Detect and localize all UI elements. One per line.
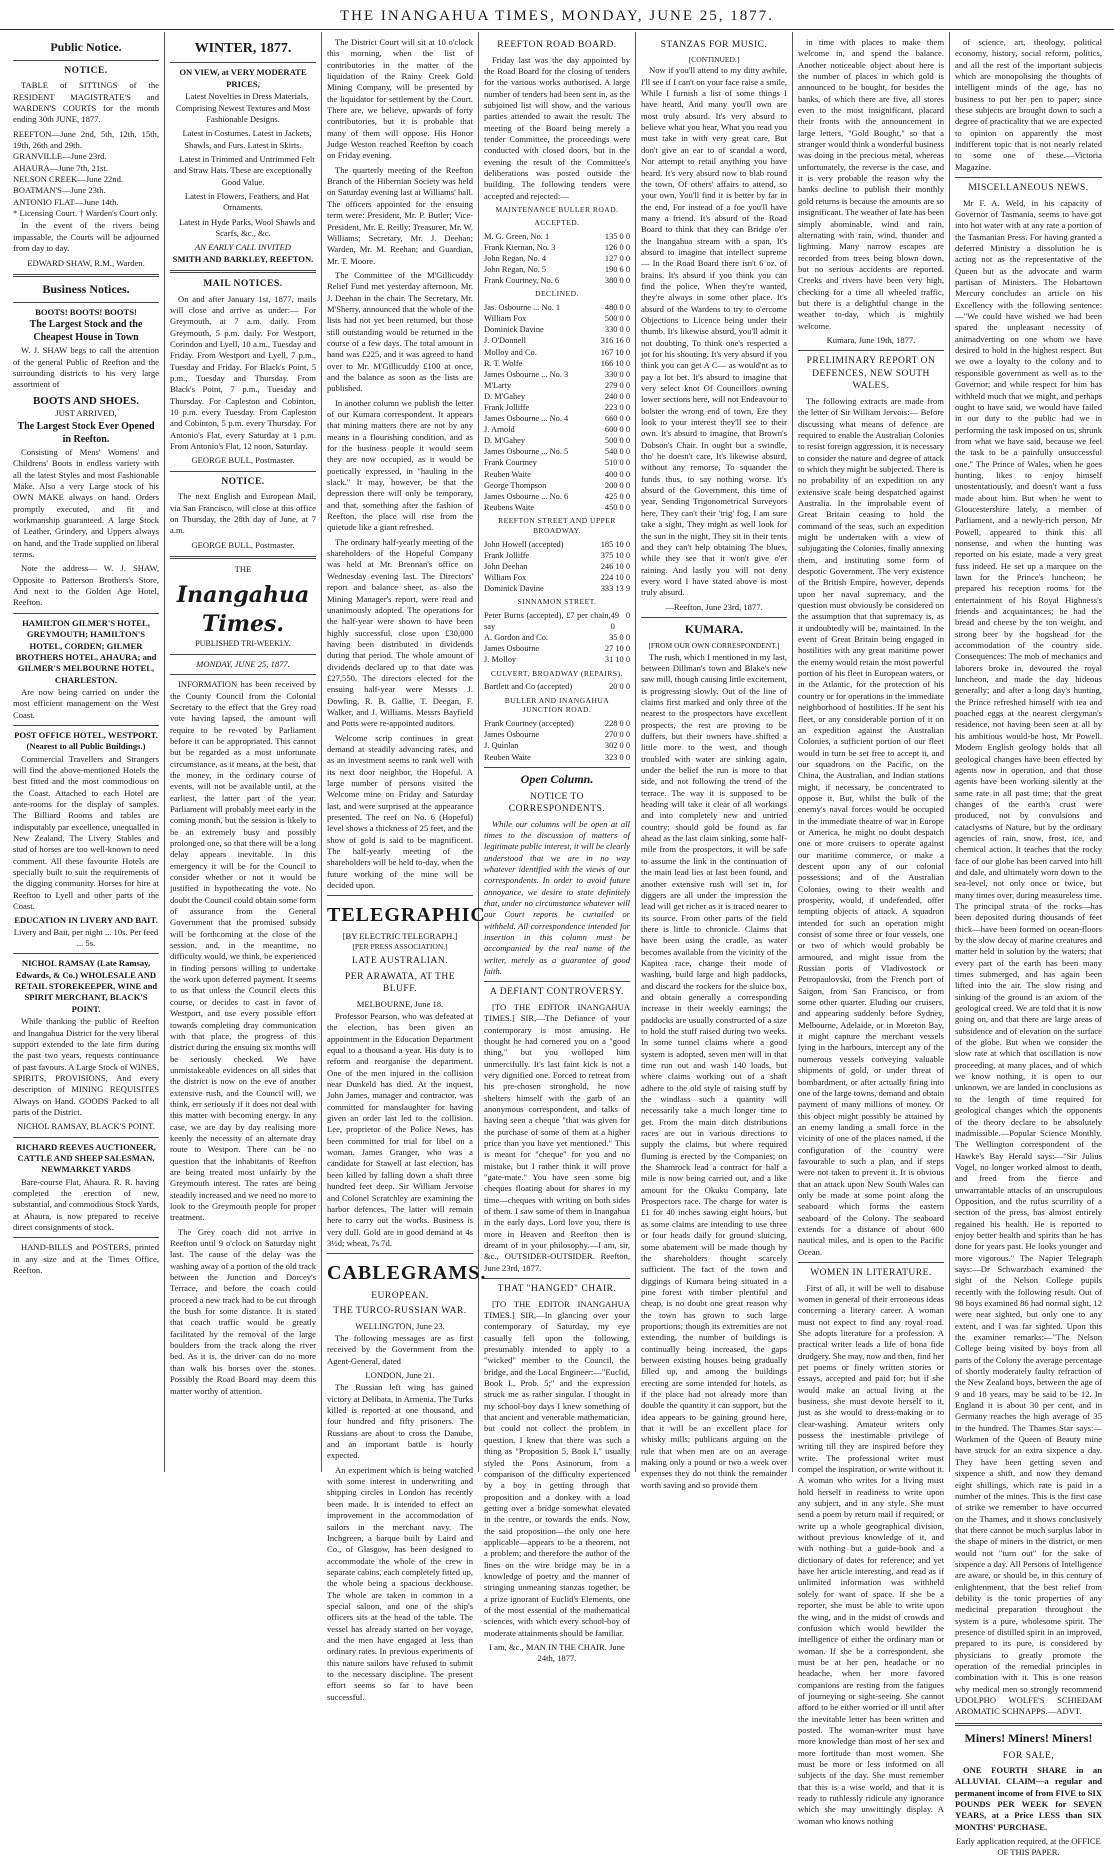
flowers: Latest in Flowers, Feathers, and Hat Ornaments. [184,190,310,213]
tender-name: M'Larty [484,380,512,390]
tender-amount: 425 0 0 [604,491,630,501]
tender-name: Bartlett and Co (accepted) [484,682,573,692]
welcome-scrip: Welcome scrip continues in great demand at steadily advancing rates, and as an investment seems to rank well with its next door neighbor, the Hopeful. A large number of persons visited the Welcome mine on Friday and Saturday last, and were surprised at the appearance presented. The reef on No. 6 (Hopeful) level shows a thickness of 25 feet, and the show of gold is said to be magnificent. The half-yearly meeting of the shareholders will be held to-day, when the future working of the mine will be decided upon. [327,732,473,891]
notice-title: NOTICE. [64,65,108,76]
tender-name: J. O'Donnell [484,336,526,346]
tender-name: D. M'Gahey [484,436,526,446]
misc-body: Mr F. A. Weld, in his capacity of Governor of Tasmania, seems to have got into hot water with at any rate a portion of the Tasmanian Press. For having granted a deferred Ministry a dissolution he is acting not as the representative of the Queen but as the advocate and warm partisan of Ministers. The Hobartown Mercury concludes an article on his Excellency with the following sentence:—"We could have wished we had been spared the unpleasant necessity of animadverting on one whom we have desired to hold in the highest respect. But we owe a loyalty to the colony and to responsible government as well as to the Governor; and while respect for him has withheld much that we might, and perhaps ought to have said, we would have failed in our duty to the public had we in performing the task imposed on us, shrunk from what we have said, because we feel the task to be a painfully unsuccessful one." The Prince of Wales, when he goes hunting, likes to enjoy himself unostentatiously, and doesn't want a fuss made about him. But when he went to Gloucestershire lately, a member of Parliament, and a newly-rich person, Mr Powell, appeared to think this all nonsense, and when the hunting was reported on his estate, made a very great fuss indeed. He set up a marquee on the lawn for the Prince's luncheon; he prepared his reception rooms for the entertainment of his Royal Highness's friends and acquaintances; he had the bread and cheese by the ton weight, and strong beer by the hogshead for the accommodation of the country side. Consequences: The mob of mechanics and laborers broke in, devoured the royal luncheon, and made the day hideous generally; and after a long day's hunting, the Prince refreshed himself with tea and poached eggs at the nearest clergyman's residence, not having been seen at all by his ambitious would-be host, Mr Powell. Modern English geology holds that all geological changes have been effected by agents now in operation, and that those agents have been working silently at the same rate in all past time; that the great changes of the earth's crust were produced, not by convulsions and cataclysms of Nature, but by the ordinary agencies of rain, snow, frost, ice, and chemical action. It teaches that the rocky face of our globe has been carved into hill and dale, and ultimately worn down to the sea-level, not only once or twice, but many times over, during measureless time. The principal strata of the rocks—has been deposited during thousands of feet thick—have been formed on ocean-floors by the slow decay of marine creatures and matter held in solution by the waters; that every part of the earth has been many times submerged, and has again been lifted into the air. The slow rising and sinking of the ground is an axiom of the geological creed. We are told that it is now going on, and that there are large areas of subsidence and of elevation on the surface of the globe. But when we consider the slow rate at which that oscillation is now proceeding, at many places, and of which we know nothing, it is open to our unknown, we are landed in conclusions as to the length of time required for geological changes which the opponents of the theory declare to be absolutely inadmissible.—Popular Science Monthly. The Wellington correspondent of the Hawke's Bay Herald says:—"Sir Julius Vogel, no longer worked almost to death, and freed from the fierce and unwarrantable attacks of an unscrupulous Opposition, and the rufus scurrility of a section of the press, has almost entirely regained his health. He is reported to enjoy better health and spirits than he has done for years past. He looks younger and more vigorous." The Napier Telegraph says:—Dr Schwarzbach examined the sight of the Nelson College pupils recently with the following result. Out of 98 boys examined 86 had normal sight, 12 were near sighted, but only one to any extent, and I was far sighted. Upon this the examiner remarks:—"The Nelson College being visited by boys from all parts of the Colony the average percentage of shortly moderately faulty refraction of the New Zealand boys, between the age of 9 and 18 years, may be said to be 12. In England it is about 30 per cent, and in Germany reaches the high average of 35 in the hundred. The Thames Star says:—Workmen of the Queen of Beauty mine have struck for an extra sixpence a day. They have been getting seven and sixpence a shift, and now they demand eight shillings, which rate is paid in a number of the mines. This is the first case of strike we remember to have occurred on the Thames, and it shows conclusively that there cannot be much surplus labor in the shape of miners in the district, or men would not "turn out" for the sake of sixpence a day. All Persons of Intelligence are aware, or should be, in this century of enlightenment, that the best relief from debility is the tonic properties of any medicinal preparation throughout the system is a pure, wholesome spirit. The presence of distilled spirit in an improved, prepared to its pure, is considered by physicians to greatly promote the operation of the remedial principles in combination with it. This is one reason why medical men so strongly recommend UDOLPHO WOLFE'S SCHIEDAM AROMATIC SCHNAPPS.—ADVT. [955,197,1102,1717]
nichol-sign: NICHOL RAMSAY, BLACK'S POINT. [17,1121,155,1132]
tender-amount: 400 0 0 [604,469,630,479]
rivers-notice: In the event of the rivers being impassable, the Courts will be adjourned from day to day. [13,220,159,254]
shaw-address: Note the address— W. J. SHAW, Opposite to Patterson Brothers's Store, And next to the Golden Age Hotel, Reefton. [13,563,159,608]
tender-row [484,358,630,369]
tender-name: Frank Jolliffe [484,402,530,412]
tender-amount: 330 0 0 [604,369,630,379]
column-4 [479,32,636,1664]
per-arawata: PER ARAWATA, AT THE BLUFF. [344,971,456,995]
business-notices-heading: Business Notices. [42,281,130,296]
stanzas-heading: STANZAS FOR MUSIC. [660,40,768,50]
misc-heading: MISCELLANEOUS NEWS. [968,183,1089,194]
editorial: INFORMATION has been received by the County Council from the Colonial Secretary to the effect that the Grey road vote having lapsed, the amount will require to be re-voted by Parliament before it can be appropriated. This cannot but be regarded as a most unfortunate circumstance, as it means, at the best, that the money, in the ordinary course of events, will not be available until, at the earliest, the latter part of the year. Parliament will probably meet early in the coming month, but the session is likely to be an extremely busy and possibly prolonged one, so that there will be a long delay appears inevitable. In this emergency it will be for the Council to consider whether or not it would be justified in hypothecating the vote. No doubt the Council could obtain some form of assurance from the General Government that the promised subsidy will be forthcoming at the close of the session, and, in the meantime, no difficulty would, we think, be experienced in finding persons willing to undertake the work upon deferred payment. It seems to us that unless the Council elects this course, or decides to cast in favor of Westport, and use every possible effort towards completing dray communication with that place, the progress of this district during the ensuing six months will be seriously checked. We have unmistakeable evidences on all sides that the district is now on the eve of another extensive rush, and the Council will, we think, err seriously if it does not deal with this matter with becoming energy. In any case, we are day by day realising more keenly the necessity of an alternate dray route to Westport. There can be no question that the inhabitants of Reefton are being treated most unfairly by the Greymouth interest. The rates are being steadily increased and we need no more to look to the Greymouth people for proper treatment. [170,679,316,1223]
broadway-list [484,539,630,594]
tender-amount: 270 0 0 [604,730,630,740]
tender-row [484,324,630,335]
hanged-body: [TO THE EDITOR INANGAHUA TIMES.] SIR,—In glancing over your contemporary of Saturday, my eye casually fell upon the following, presumably intended to apply to a "wicked" member to the Council, the bridge, and the Local Engineer:—"Euclid, Book I., Prob. 5;" and the expression struck me as rather singular. I thought in my school-boy days I knew something of that ancient and venerable mathematician, but could not collect the problem in question. I knew that there was such a thing as "Proposition 5, Book I," usually styled the Pons Asinorum, from a comparison of the difficulty experienced by a boy in getting through that proposition and a donkey with a load getting over a bridge somewhat elevated in the centre, or towards the ends. Now, the said proposition—the only one here applicable—appears to be a theorem, not a problem; and therefore the author of the lines on the wire bridge may be in a knowledge of poetry and the manner of stringing unmeaning stanzas together, be a prize ignorant of Euclid's Elements, one of the most essential of the mathematical sciences, with which every school-boy of moderate attainments should be familiar. [484,1298,630,1638]
tender-amount: 185 10 0 [600,539,630,549]
tender-amount: 35 0 0 [609,633,630,643]
notice-signature: EDWARD SHAW, R.M., Warden. [27,257,145,268]
largest-stock-2: The Largest Stock Ever Opened in Reefton. [17,420,155,445]
tender-amount: 240 0 0 [604,391,630,401]
costumes: Latest in Costumes. Latest in Jackets, Shawls, and Furs. Latest in Skirts. [182,128,312,150]
tender-row [484,561,630,572]
tender-amount: 333 13 9 [600,584,630,594]
tender-row [484,491,630,502]
post-office-body: Commercial Travellers and Strangers will find the above-mentioned Hotels the best fitted and the most commodious on the Coast. Attached to each Hotel are ante-rooms for the display of samples. The Billiard Rooms and tables are indisputably par excellence, unequalled in New Zealand. The Livery Stables and stud of horses are too well-known to need comment. All these favourite Hotels are specially built to suit the requirements of the digging community. Horses for hire at Reefton to Lyell and other parts of the Coast. [13,753,159,912]
tender-amount: 200 0 0 [604,480,630,490]
tender-name: Frank Courtney, No. 6 [484,276,560,286]
tender-row [484,231,630,242]
tender-name: J. Arnold [484,425,515,435]
sale-body: ONE FOURTH SHARE in an ALLUVIAL CLAIM—a regular and permanent income of from FIVE to SIX POUNDS PER WEEK for SEVEN YEARS, at a Price LESS than SIX MONTHS' PURCHASE. [955,1765,1102,1832]
tender-amount: 450 0 0 [604,502,630,512]
tender-name: J. Quinlan [484,741,519,751]
miners-heading: Miners! Miners! Miners! [964,1730,1093,1745]
tender-name: Reuben Waite [484,752,531,762]
women-continued: of science, art, theology, political economy, history, social reform, politics, and all the rest of the important subjects which are monopolising the thoughts of intelligent minds of the age, has no business to put her pen to paper; since these subjects are brought down to such a degree of practicality that we are expected to opinion on apparently the most indifferent topic that is not nearly related to some one of these.—Victoria Magazine. [955,37,1102,172]
tender-row [484,752,630,763]
tender-name: Jas. Osbourne ... No. 1 [484,303,561,313]
public-notice-heading: Public Notice. [50,40,122,54]
tender-name: A. Gordon and Co. [484,633,548,643]
reeves-ad: RICHARD REEVES AUCTIONEER, CATTLE AND SHEEP SALESMAN, NEWMARKET YARDS [16,1141,156,1175]
tender-row [484,643,630,654]
tender-name: Frank Jolliffe [484,550,530,560]
just-arrived: JUST ARRIVED, [55,408,117,419]
tender-name: James Osbourne ... No. 5 [484,447,569,457]
trimmed-hats: Latest in Trimmed and Untrimmed Felt and Straw Hats. These are exceptionally Good Value. [173,153,315,187]
issue-date: MONDAY, JUNE 25, 1877. [196,658,290,669]
nichol-body: While thanking the public of Reefton and Inangahua District for the very liberal support extended to the late firm during the past two years, requests continuance of past favours. A Large Stock of WINES, SPIRITS, PROVISIONS, And every description of MINING REQUISITES Always on Hand. GOODS Packed to all parts of the District. [13,1016,159,1117]
accepted-heading: ACCEPTED. [534,217,580,227]
sitting-item: BOATMAN'S—June 23th. [13,185,106,196]
tender-name: Dominick Davine [484,584,544,594]
smith-barkley: SMITH AND BARKLEY, REEFTON. [172,253,314,264]
women-heading: WOMEN IN LITERATURE. [810,1268,932,1278]
tender-amount: 135 0 0 [604,231,630,241]
late-australian: LATE AUSTRALIAN. [351,956,449,967]
winter-heading: WINTER, 1877. [194,41,292,56]
column-7 [950,32,1107,1858]
column-3 [322,32,487,1702]
coach-news: The Grey coach did not arrive in Reefton until 9 o'clock on Saturday night last. The cause of the delay was the washing away of a portion of the old track between the Junction and Dorcey's Terrace, and before the coach could proceed a new track had to be cut through the bush for some distance. It is stated that coach traffic would be greatly facilitated by the removal of the large boulders from the track along the river bed. As it is, the driver can do no more than walk his horses over the stones. Possibly the Road Board may deem this matter worthy of attention. [170,1226,316,1396]
tender-amount: 540 0 0 [604,447,630,457]
the-label: THE [234,563,252,574]
tender-row [484,242,630,253]
buller-list [484,718,630,762]
kumara-heading: KUMARA. [684,621,744,636]
tender-name: Frank Courtney [484,458,537,468]
nichol-ramsay: NICHOL RAMSAY (Late Ramsay, Edwards, & Co.) WHOLESALE AND RETAIL STOREKEEPER, WINE and SPIRIT MERCHANT, BLACK'S POINT. [14,958,158,1014]
tender-amount: 224 10 0 [600,572,630,582]
kumara-sign: Kumara, June 19th, 1877. [826,334,916,345]
continued: [CONTINUED.] [688,54,740,64]
melbourne-body: Professor Pearson, who was defeated at the election, has been given an appointment in the Education Department equal to a thousand a year. His duty is to reform and reorganise the department. One of the men injured in the collision near Dunkeld has died. At the inquest, John James, manager and contractor, was committed for manslaughter for having given an order last led to the collision. Lee, proprietor of the Police News, has been committed for trial for libel on a woman. James Granger, who was a candidate for Stawell at last election, has been killed by falling down a shaft three hundred feet deep. Sir William Jervoise and Colonel Scratchley are examining the harbor defences. The latter will remain here to carry out the works. Business is very dull. Gold are in good demand at 4s 3½d; wheat, 7s 7d. [327,1011,473,1248]
kumara-continued: in time with places to make them welcome in, and spend the balance. Another noticeable object about here is the number of places in which gold is announced to be bought, for besides the banks, of which there are five, all stores even to the most insignificant, placard their fronts with the announcement in large letters, "Gold Bought," so that a stranger would think a wonderful business was doing in the precious metal, whereas unfortunately, the reverse is the case, and it is very probable the reason why the banks decline to publish their monthly gold returns is because the amounts are so insignificant. The weather of late has been simply abominable, wind and rain, alternating with rain, wind, thunder and lightning. Many narrow escapes are recorded from trees being blown down, but no serious accidents are reported. Creeks and rivers have been very high, checking for a time all wheeled traffic, but there is a delightful change in the weather to-day, which is mightily welcome. [798,37,944,331]
column-5 [636,32,793,1490]
tender-name: Dominick Davine [484,325,544,335]
declined-list [484,302,630,513]
preliminary-body: The following extracts are made from the letter of Sir William Jervois:— Before discussing what means of defence are required to enable the Australian Colonies to resist foreign aggression, it is necessary to consider the nature and degree of attack to which they might be subjected. There is no probability of an expedition on any extensive scale being despatched against Australia. In the improbable event of Great Britain ceasing to hold the command of the seas, such an expedition might be undertaken with a view of subjugating the Colonies, finally annexing them, and instituting some form of despotic Government. The very existence of the British Empire, however, depends upon her naval supremacy, and the question must obviously be considered on the assumption that that supremacy is, as it undoubtedly will be, maintained. In the event of Great Britain being engaged in hostilities with any great maritime power the enemy would retain the most powerful portion of his fleet in European waters, or in the Atlantic, for the protection of his country or for operations in the immediate neighborhood of hostilities. If he sent his fleet, or any considerable portion of it on an expedition against the Australian Colonies, a sufficient portion of our fleet would in turn be set free to accept it, and our squadrons on the Pacific, on the China, the Australian, and Indian stations might, if necessary, be concentrated to oppose it. But, whilst the bulk of the enemy's naval forces would be occupied in the immediate theatre of war in Europe or America, he might no doubt despatch one or more cruisers to operate against our maritime commerce, or make a descent upon any of our colonial possessions; and of the Australian Colonies, owing to their wealth and prosperity, would, if undefended, offer tempting objects of attack. A squadron intended for such an operation might consist of some three or four vessels, one or two of which would probably be armoured, and might issue from the Russian ports of Vladivostock or Petropaulovski, from the French port of Saigon, from San Francisco, or from some other quarter. Eluding our cruisers, and appearing suddenly before Sydney, Melbourne, Adelaide, or in Moreton Bay, it might capture the merchant vessels lying in the harbours, intercept any of the numerous vessels conveying valuable shipments of gold, or under threat of bombardment, or after actually firing into one of the large towns, demand and obtain payment of many millions of money. Or this object might possibly be attained by an enemy landing a small force in the vicinity of one of the places named, if the configuration of the country were favourable to such a plan, and if steps were not taken to prevent it. It is obvious that an attack upon New South Wales can only be made at some point along the seaboard which forms the eastern seaboard of the Colony. The seaboard extends for a distance of about 600 nautical miles, and is open to the Pacific Ocean. [798,395,944,1257]
hamilton-body: Are now being carried on under the most efficient management on the West Coast. [13,686,159,720]
tender-row [484,539,630,550]
tender-amount: 246 10 0 [600,561,630,571]
tender-row [484,313,630,324]
tender-row [484,435,630,446]
tender-row [484,369,630,380]
tender-row [484,424,630,435]
tender-amount: 166 10 0 [600,358,630,368]
sittings-list [13,129,159,220]
tender-row [484,550,630,561]
hanged-sign: I am, &c., MAN IN THE CHAIR. June 24th, 1877. [489,1642,625,1664]
tender-amount: 323 0 0 [604,752,630,762]
hanged-heading: THAT "HANGED" CHAIR. [497,1284,617,1295]
women-body: First of all, it will be well to disabuse women in general of their erroneous ideas concerning a literary career. A woman must not expect to find any royal road. She adopts literature for a profession. A practical writer leads a life of bona fide drudgery. She may, now and then, find her pet poems or finely written stories or essays, accepted and paid for; but if she would make an actual living at the business, she must devote herself to it, just as she would to dress-making or to clear-washing. Amateur writers only possess the inestimable privilege of writing till they are inspired before they write. The professional writer must compel the inspiration, or write without it. A woman who writes for a living must hold herself in readiness to write upon any subject, and in any style. She must send a poem by return mail if required; or write up a whole geographical division, without previous knowledge of it, and with nothing but a guide-book and a dictionary of dates for reference; and yet have her article interesting, and read as if unlimited information was withheld solely for want of space. If she be a reporter, she must be able to write upon the wing, and in the midst of crowds and confusion which would bewilder the intelligence of either the ordinary man or woman. If she be a correspondent, she must be at her pen, headache or no headache, when her more favored companions are resting from the fatigues of journeying or sight-seeing. She cannot afford to be either worried or ill until after the inevitable letter has been written and posted. The woman-writer must have more knowledge than most of her sex and more fortitude than most women. She must be more or less informed on all subjects of the day. She must remember that this is a wise world, and that it is ready to ruthlessly ridicule any ignorance which she may unwittingly display. A woman who knows nothing [798,1282,944,1826]
hibernian-meeting: The quarterly meeting of the Reefton Branch of the Hibernian Society was held on Saturday evening last at Williams' hall. The officers appointed for the ensuing term were: President, Mr. P. Butler; Vice-President, Mr. E. Reilly; Treasurer, Mr. W. Williams; Secretary, Mr. J. Deehan; Warden, Mr. M. Reehan; and Guardian, Mr. T. Moore. [327,164,473,266]
post-office-hotel: POST OFFICE HOTEL, WESTPORT. (Nearest to all Public Buildings.) [14,729,158,752]
hamilton-hotels: HAMILTON GILMER'S HOTEL, GREYMOUTH; HAMILTON'S HOTEL, CORDEN; GILMER BROTHERS HOTEL, AHAURA; and GILMER'S MELBOURNE HOTEL, CHARLESTON. [15,617,157,685]
melbourne-dateline: MELBOURNE, June 18. [356,998,444,1009]
handbills-ad: HAND-BILLS and POSTERS, printed in any size and at the Times Office, Reefton. [13,1242,159,1276]
sitting-item: GRANVILLE—June 23rd. [13,151,107,162]
telegraphic-heading: TELEGRAPHIC [327,904,486,927]
sitting-item: NELSON CREEK—June 22nd. [13,174,124,185]
kumara-sub: [FROM OUR OWN CORRESPONDENT.] [648,640,780,650]
notice-correspondents: NOTICE TO CORRESPONDENTS. [508,791,606,815]
by-electric: [BY ELECTRIC TELEGRAPH.] [342,930,458,941]
poem: Now if you'll attend to my ditty awhile, I'll see if I can't on your face raise a smile, While I furnish a list of some things I have heard, And many you'll own are most truly absurd. It's very absurd to believe what you hear, What you read you must take in with very great care, But don't give an ear to of scandal a word, Nor attempt to retail anything you have heard. It's very absurd now to blab round the town, Of others' affairs to attend, so your own, You'll find it is better by far in the end, For instead of a foe you'll have many a friend. It's absurd of the Road Board to think that they can Bridge o'er the Inangahua stream with a span, It's absurd to imagine that intellect supreme— In the Road Board there isn't 6 oz. of brains. It's absurd if you think you can find the police, When they're wanted, they're always in some other place. It's absurd of the Wardens to try to o'ercome Objections to Licence being under their thumb. It's likewise absurd, you'll admit it not doubting, To think one's respected a jot for his shouting. It's very absurd if you think you can get A C— as would'nt as to pay a lot bet. It's absurd to imagine that very select knot Of Councillors owning lower sections here, will not Endeavour to bolster the wrong end of town, Ere they look to your interest they'll see to their own. It's absurd to imagine, that Brown's Dobson's Chair. In ought but a swindle, tho' he doesn't care, It's likewise absurd, without any remorse, To squander the funds thus, to say nothing worse. It's absurd of the Government, this time of year, Sending Trigonometrical Surveyors here, They can't their 'trig' fog, I am sure take a sight, They might as well look for the sun in the night, They sit in their tents and they can't help obtaining The blues, while they see that it won't give o'er raining. And lastly you will not deny every word I have stated above is most truly absurd. [641,65,787,598]
european: EUROPEAN. [371,1290,429,1301]
kumara-note: In another column we publish the letter of our Kumara correspondent. It appears that mining matters there are not by any means in a flourishing condition, and as for the business people it would seem they are now occupied, as it would be poetically expressed, in "hauling in the slack." It may, however, be that the depression there will only be temporary, and that, something after the fashion of Reefton, the place will rise from the quietude like a giant refreshed. [327,397,473,533]
mail-notices-heading: MAIL NOTICES. [203,278,283,289]
tender-name: James Osbourne ... No. 6 [484,491,569,501]
sitting-item: * Licensing Court. † Warden's Court only. [13,208,158,219]
tender-name: William Fox [484,572,527,582]
tender-row [484,402,630,413]
london-dateline: LONDON, June 21. [365,1370,435,1381]
paper-title: Inangahua Times. [176,582,310,638]
column-6 [793,32,950,1826]
consisting: Consisting of Mens' Womens' and Childrens' Boots in endless variety with all the latest Styles and most Fashionable Make. Also a very Large stock of his OWN MAKE always on hand. Orders promptly executed, and fit and workmanship guaranteed. A large Stock of Leather, Grindery, and Uppers always on hand, and the Trade supplied on liberal terms. [13,447,159,560]
tender-row [484,469,630,480]
tender-amount: 375 10 0 [600,550,630,560]
declined-heading: DECLINED. [535,289,579,299]
boots-shoes: BOOTS AND SHOES. [32,394,140,407]
postmaster-sign-2: GEORGE BULL, Postmaster. [191,539,295,550]
sale-apply: Early application required, at the OFFICE OF THIS PAPER. [956,1836,1101,1858]
boots-heading: BOOTS! BOOTS! BOOTS! [35,306,137,317]
tender-name: John Deehan [484,561,528,571]
defiant-heading: A DEFIANT CONTROVERSY. [490,987,624,998]
district-court: The District Court will sit at 10 o'clock this morning, when the list of contributories in the matter of the liquidation of the Rainy Creek Gold Mining Company, will be presented by the liquidator for settlement by the Court. There are, we believe, upwards of forty contributories, but it is probable that many of them will oppose. His Honor Judge Weston reached Reefton by coach on Friday evening. [327,37,473,161]
tender-amount: 126 0 0 [604,242,630,252]
tender-amount: 380 0 0 [604,276,630,286]
largest-stock: The Largest Stock and the Cheapest House in Town [29,319,143,344]
tender-row [484,480,630,491]
preliminary-heading: PRELIMINARY REPORT ON DEFENCES, NEW SOUTH WALES. [806,356,936,392]
notice-correspondents-body: While our columns will be open at all times to the discussion of matters of legitimate public interest, it will be clearly understood that we are in no way whatever identified with the views of our correspondents. In order to avoid future annoyance, we desire to state definitely that, under no circumstance whatever will our Court reports be curtailed or withheld. All correspondence intended for insertion in this column must be accompanied by the real name of the writer, merely as a guarantee of good faith. [484,818,630,977]
tender-amount: 49 0 0 [610,611,630,632]
tender-name: John Howell (accepted) [484,539,564,549]
tender-amount: 167 10 0 [600,347,630,357]
tender-name: J. Molloy [484,655,517,665]
masthead: THE INANGAHUA TIMES, MONDAY, JUNE 25, 1877. [0,4,1114,30]
postmaster-sign: GEORGE BULL, Postmaster. [191,455,295,466]
sitting-item: REEFTON—June 2nd, 5th, 12th, 15th, 19th, 26th and 29th. [13,128,159,151]
tender-amount: 330 0 0 [604,325,630,335]
maintenance-heading: MAINTENANCE BULLER ROAD. [495,205,619,214]
tender-amount: 31 10 0 [604,655,630,665]
experiment: An experiment which is being watched with some interest in underwriting and shipping circles in London has recently been made. It is intended to effect an improvement in the accommodation of sailors in the merchant navy. The Inchgreen, a barque built by Laird and Co., of Glasgow, has been designed to accommodate the whole of the crew in separate cabins, each completely fitted up, the whole being a spacious deckhouse. The whole are taken in common in a special saloon, and one of the ship's officers sits at the head of the table. The vessel has already started on her voyage, and the men have engaged at less than ordinary rates. In previous experiments of this nature sailors have refused to submit to the necessary discipline. The present effort seems so far to have been successful. [327,1464,473,1702]
relief-fund: The Committee of the M'Gillicuddy Relief Fund met yesterday afternoon, Mr. J. Deehan in the chair. The Secretary, Mr. M'Sherry, announced that the whole of the lists had not yet been returned, but those still outstanding would be returned in the course of a few days. The total amount in hand was £225, and it was agreed to hand over to Mr. M'Gillicuddy £100 at once, and the balance as soon as the lists are published. [327,269,473,394]
tender-name: John Regan, No. 5 [484,265,547,275]
cablegrams-heading: CABLEGRAMS. [327,1262,487,1285]
tender-row [484,729,630,740]
mail-notice-body: The next English and European Mail, via San Francisco, will close at this office on Thursday, the 28th day of June, at 7 a.m. [170,491,316,536]
tender-row [484,253,630,264]
novelties: Latest Novelties in Dress Materials, Comprising Newest Textures and Most Fashionable Designs. [175,91,311,124]
tender-name: James Osbourne [484,644,540,654]
tender-row [484,264,630,275]
tender-name: Molloy and Co. [484,347,537,357]
tender-name: James Osbourne [484,730,540,740]
wellington-dateline: WELLINGTON, June 23. [355,1320,445,1331]
reeves-body: Bare-course Flat, Ahaura. R. R. having completed the erection of new, substantial, and commodious Stock Yards, at Ahaura, is now prepared to receive direct consignments of stock. [13,1176,159,1233]
tender-row [484,610,630,632]
tender-amount: 279 0 0 [604,380,630,390]
for-sale: FOR SALE, [1002,1750,1055,1761]
mail-body: On and after January 1st, 1877, mails will close and arrive as under:— For Greymouth, at 7 a.m. daily. From Greymouth, 5 p.m. daily. For Westport, Corindon and Lyell, 10 a.m., Tuesday and Friday. From Westport and Lyell, 7 p.m., Tuesday and Friday. For Black's Point, 5 p.m., Tuesday and Thursday. From Black's Point, 7 p.m., Tuesday and Thursday. For Capleston and Cobinton, 10 p.m. every Tuesday. From Capleston and Cobinton, 5 p.m. every Thursday. For Antonio's Flat, every Saturday at 1 p.m. From Antonio's Flat, 12 noon, Saturday. [170,293,316,451]
tender-row [484,502,630,513]
tender-name: Reubens Waite [484,502,535,512]
poem-sign: —Reefton, June 23rd, 1877. [665,601,763,612]
tender-row [484,572,630,583]
tender-row [484,302,630,313]
tender-row [484,718,630,729]
buller-heading: BULLER AND INANGAHUA JUNCTION ROAD. [504,695,610,715]
tender-amount: 500 0 0 [604,314,630,324]
open-column-heading: Open Column. [520,771,594,786]
tender-amount: 660 0 0 [604,414,630,424]
culvert-heading: CULVERT, BROADWAY (REPAIRS). [491,668,623,678]
livery-prices: Livery and Bait, per night ... 10s. Per feed ... 5s. [13,926,159,949]
shaw-ad: W. J. SHAW begs to call the attention of the general Public of Reefton and the surrounding districts to his very large assortment of [13,345,159,390]
tender-name: James Osbourne ... No. 4 [484,414,569,424]
tender-amount: 20 0 0 [609,682,630,692]
notice-body: TABLE of SITTINGS of the RESIDENT MAGISTRATE'S and WARDEN'S COURTS for the month ending 30th JUNE, 1877. [13,80,159,125]
sitting-item: ANTONIO FLAT—June 14th. [13,196,119,207]
tender-row [484,583,630,594]
tender-name: M. G. Green, No. 1 [484,231,550,241]
tender-name: William Fox [484,314,527,324]
wellington-body: The following messages are as first received by the Government from the Agent-General, dated [327,1333,473,1366]
tender-amount: 302 0 0 [604,741,630,751]
scarfs: Latest in Hyde Parks, Wool Shawls and Scarfs, &c., &c. [179,216,315,238]
road-board-body: Friday last was the day appointed by the Road Board for the closing of tenders for the various works authorised. A large number of tenders had been sent in, as the subjoined list will show, and the various parties attended to await the result. The meeting of the Board being merely a tender Committee, the proceedings were conducted with closed doors, but in the evening the result of the Committee's deliberations was posted outside the building. The following tenders were accepted and rejected:— [484,54,630,201]
tender-amount: 27 10 0 [604,644,630,654]
broadway-heading: REEFTON STREET AND UPPER BROADWAY. [498,515,616,535]
london-body: The Russian left wing has gained victory at Delibata, in Armenia. The Turks killed is reported at one thousand, and four hundred and fifty prisoners. The Russians are about to cross the Danube, and an important battle is hourly expected. [327,1382,473,1461]
tender-amount: 190 6 0 [604,265,630,275]
tender-name: R. T. Wolfe [484,358,523,368]
tender-row [484,413,630,424]
tender-name: Peter Burns (accepted), £7 per chain, say [484,611,611,632]
tender-amount: 316 16 0 [600,336,630,346]
tender-amount: 510 0 0 [604,458,630,468]
press-association: [PER PRESS ASSOCIATION.] [352,942,448,952]
road-board-heading: REEFTON ROAD BOARD. [497,40,617,50]
sinnamon-heading: SINNAMON STREET. [517,597,597,607]
tender-row [484,457,630,468]
sitting-item: AHAURA—June 7th, 21st. [13,162,109,173]
notice-heading: NOTICE. [221,476,265,487]
tender-name: George Thompson [484,480,547,490]
tender-row [484,380,630,391]
education-heading: EDUCATION IN LIVERY AND BAIT. [14,915,158,926]
tender-name: Reuben Waite [484,469,531,479]
kumara-body: The rush, which I mentioned in my last, between Dillman's town and Blake's new saw mill, though causing little excitement, is progressing slowly. Out of the line of claims first marked and only three of the nearest to the prospectors have excellent prospects, the rest are proving to be duffers, but their owners have shifted a little more to the west, and though troubled with water are sinking again, under the belief the run is more to that side, and not following the trend of the terrace. The way it is supposed to be heading will take it clear of all workings and into completely new and untried country; should gold be found as far ahead as the last claim sinking, some half-mile from the prospectors, it will be safe to assume the link in the continuation of the main lead lies at last been found, and another extensive rush will set in, for diggers are all under the impression the lead will get richer as it is traced nearer to its source. From other parts of the field there is little to chronicle. Claims that have been using the cradle, as water becomes available from the vicinity of the Kapitea race, change their mode of washing, build large and high paddocks, and discard the rockers for the sluice box, and obtain generally a corresponding increase in their weekly earnings; the paddocks are usually constructed of a size to hold the stuff raised during two weeks. In some tunnel claims where a good system is adopted, seven men will in that time run out and wash 140 loads, but where claims working out of a shaft adhere to the old style of raising stuff by the windlass such a quantity will necessarily take a much longer time to get. From the main ditch distributions races are out in various directions to supply the claims, but where required fluming is erected by the Companies; on the Shamrock lead a contract for half a mile is now being carried out, and a like amount for the Okuku Company, late Prospectors race. The charge for water is £1 for 40 inches sawing eight hours, but as some claims are intending to use three or four heads daily for ground sluicing, some abatement will be made though by the shareholders thought scarcely sufficient. The fact of the town and diggings of Kumara being situated in a pine forest with timber plentiful and cheap, is no doubt one great reason why the town has grown to such large proportions; though its extremities are not extending, the number of buildings is continually being increased, the gaps between existing houses being gradually filled up, and among the buildings erecting are some intended for hotels, as if the place had not already more than double the quantity it can support, but the idea appears to be gaining ground here, that it will be an excellent place for whisky mills; publicans arguing on the rule that when men are on an average making only a pound or two a week over expenses they do not think the remainder worth saving and so provide them [641,651,787,1490]
column-1 [8,32,165,1472]
tender-row [484,275,630,286]
newspaper-page [8,32,1108,1858]
tender-name: Frank Courtney (accepted) [484,719,574,729]
tender-amount: 480 0 0 [604,303,630,313]
tender-row [484,335,630,346]
tender-row [484,681,630,692]
tender-amount: 127 0 0 [604,253,630,263]
tender-name: John Regan, No. 4 [484,253,547,263]
tender-row [484,347,630,358]
published-tri-weekly: PUBLISHED TRI-WEEKLY. [195,639,291,649]
inspection: AN EARLY CALL INVITED [195,242,291,253]
tender-amount: 228 0 0 [604,719,630,729]
accepted-list [484,231,630,286]
on-view: ON VIEW, at VERY MODERATE PRICES, [179,67,307,89]
hopeful-meeting: The ordinary half-yearly meeting of the shareholders of the Hopeful Company was held at Mr. Brennan's office on Wednesday evening last. The Directors' report and balance sheet, as also the Mining Manager's report, were read and unanimously adopted. The operations for the half-year were shown to have been highly successful, close upon £30,000 having been distributed in dividends during that period. The whole amount of dividends declared up to that date was £27,550. The directors elected for the ensuing half-year were Messrs J. Dowling, R. B. Gallie, T. Deegan, F. Walker, and J. Williams. Messrs Bayfield and Potts were re-appointed auditors. [327,536,473,729]
tender-amount: 500 0 0 [604,436,630,446]
tender-amount: 600 0 0 [604,425,630,435]
column-2 [165,32,322,1472]
tender-row [484,446,630,457]
defiant-body: [TO THE EDITOR INANGAHUA TIMES.] SIR,—The Defiance of your contemporary is most amusing. He thought he had cornered you on a "good thing," but you wolloped him unmercifully. It's last faint kick is not a very dignified one. Forced to retreat from his pre-chosen stronghold, he now shelters himself with the garb of an anonymous correspondent, and talks of having seen a cheque "that was given for the purchase of some of them at a higher price than you have yet mentioned." This is meant for "cheque" for you and no mistake, but I rather think it will prove "gate-mate." You have seen some big cheques floating about for shares in my time—cheques with writing on both sides of them. I saw some of them in Inangahua in the early days. Lord love you, there is more in Heaven and Reefton then is dreamt of in your philosophy.—I am, sir, &c., OUTSIDER-OUTSIDER. Reefton, June 23rd, 1877. [484,1001,630,1273]
tender-row [484,632,630,643]
culvert-list [484,681,630,692]
sinnamon-list [484,610,630,665]
turco-russian: THE TURCO-RUSSIAN WAR. [333,1306,467,1317]
tender-row [484,740,630,751]
tender-row [484,654,630,665]
tender-name: James Osbourne ... No. 3 [484,369,569,379]
tender-name: Frank Kiernan, No. 3 [484,242,556,252]
tender-row [484,391,630,402]
tender-name: D. M'Gahey [484,391,526,401]
tender-amount: 223 0 0 [604,402,630,412]
